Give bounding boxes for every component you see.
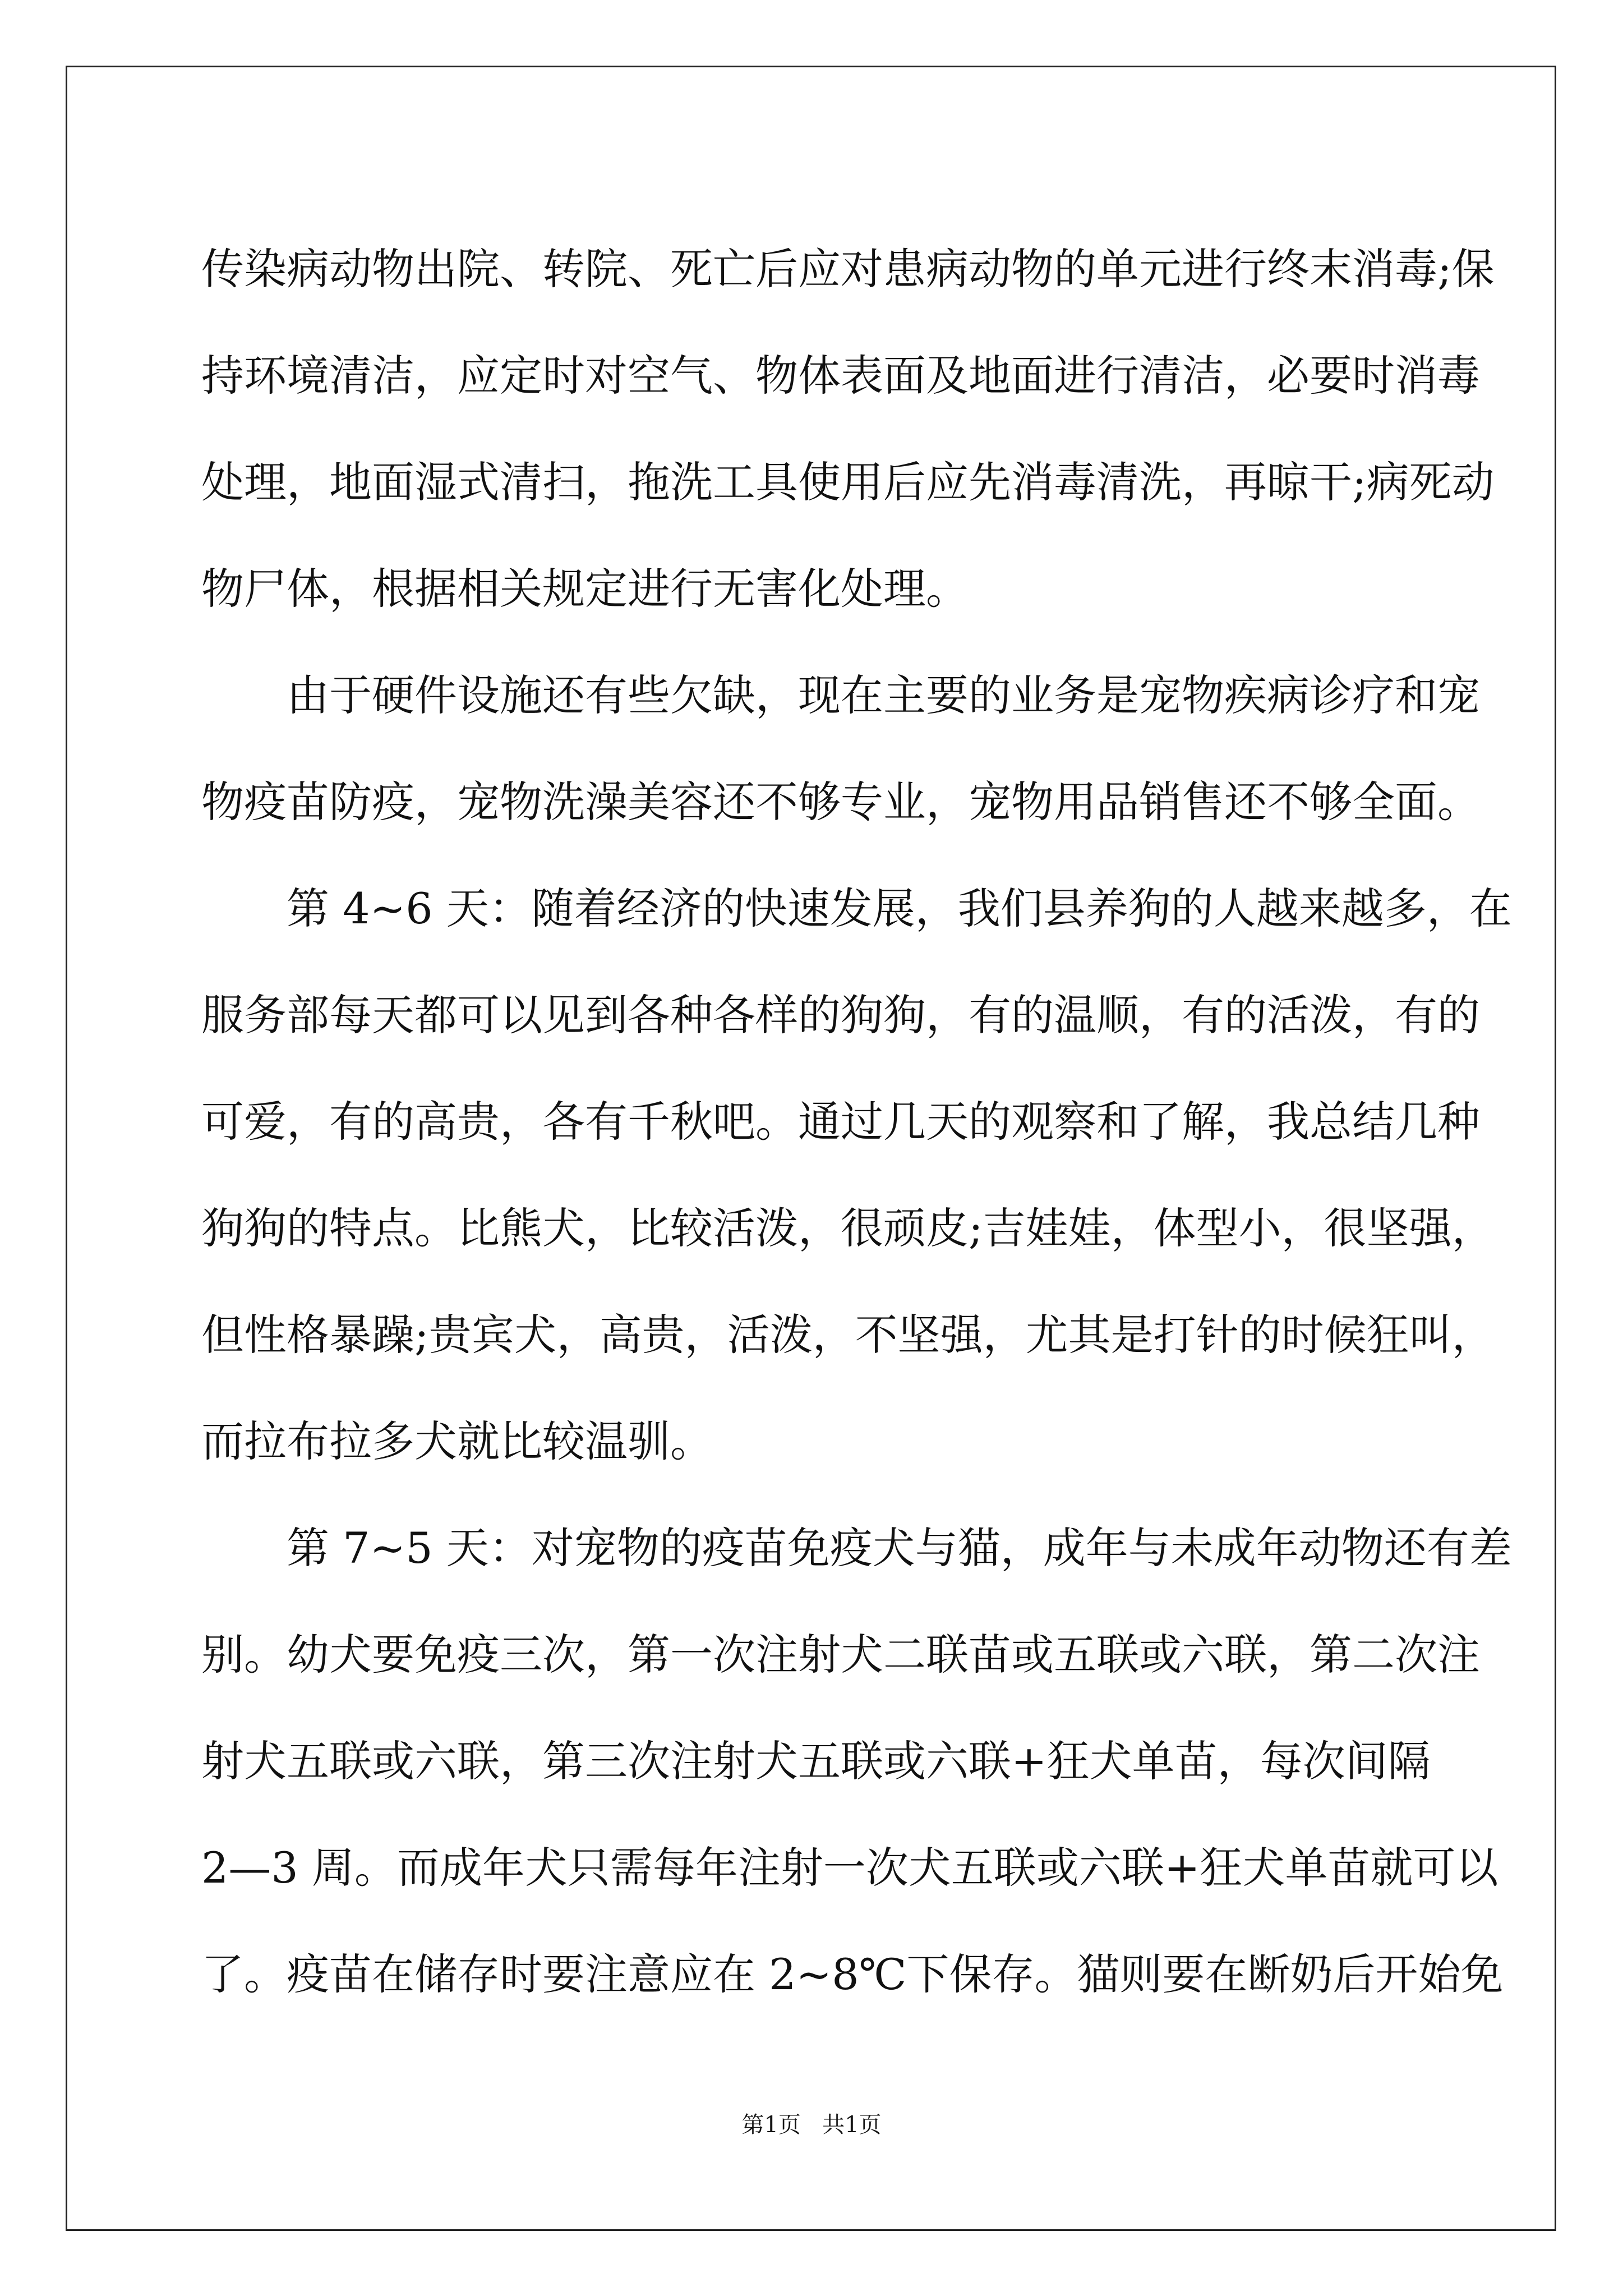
text-line: 物疫苗防疫，宠物洗澡美容还不够专业，宠物用品销售还不够全面。 — [201, 777, 1480, 827]
text-line: 2—3 周。而成年犬只需每年注射一次犬五联或六联+狂犬单苗就可以 — [201, 1843, 1498, 1893]
text-line: 但性格暴躁;贵宾犬，高贵，活泼，不坚强，尤其是打针的时候狂叫， — [201, 1310, 1495, 1360]
page-footer — [0, 2108, 1623, 2142]
text-line: 可爱，有的高贵，各有千秋吧。通过几天的观察和了解，我总结几种 — [201, 1097, 1480, 1147]
text-line: 服务部每天都可以见到各种各样的狗狗，有的温顺，有的活泼，有的 — [201, 990, 1480, 1040]
text-line: 持环境清洁，应定时对空气、物体表面及地面进行清洁，必要时消毒 — [201, 351, 1480, 401]
text-line: 狗狗的特点。比熊犬，比较活泼，很顽皮;吉娃娃，体型小，很坚强， — [201, 1203, 1495, 1253]
text-line: 了。疫苗在储存时要注意应在 2~8℃下保存。猫则要在断奶后开始免 — [201, 1949, 1504, 1999]
text-line: 第 7~5 天：对宠物的疫苗免疫犬与猫，成年与未成年动物还有差 — [287, 1523, 1512, 1573]
text-line: 处理，地面湿式清扫，拖洗工具使用后应先消毒清洗，再晾干;病死动 — [201, 457, 1495, 507]
text-line: 别。幼犬要免疫三次，第一次注射犬二联苗或五联或六联，第二次注 — [201, 1630, 1480, 1680]
text-line: 射犬五联或六联，第三次注射犬五联或六联+狂犬单苗，每次间隔 — [201, 1736, 1431, 1786]
page-number-total: 共1页 — [822, 2112, 882, 2138]
text-line: 物尸体，根据相关规定进行无害化处理。 — [201, 564, 969, 614]
text-line: 传染病动物出院、转院、死亡后应对患病动物的单元进行终末消毒;保 — [201, 244, 1495, 294]
text-line: 第 4~6 天：随着经济的快速发展，我们县养狗的人越来越多，在 — [287, 884, 1512, 933]
document-body — [201, 216, 1512, 2028]
text-line: 而拉布拉多犬就比较温驯。 — [201, 1416, 713, 1466]
page-number-current: 第1页 — [741, 2112, 801, 2138]
text-line: 由于硬件设施还有些欠缺，现在主要的业务是宠物疾病诊疗和宠 — [287, 670, 1480, 720]
